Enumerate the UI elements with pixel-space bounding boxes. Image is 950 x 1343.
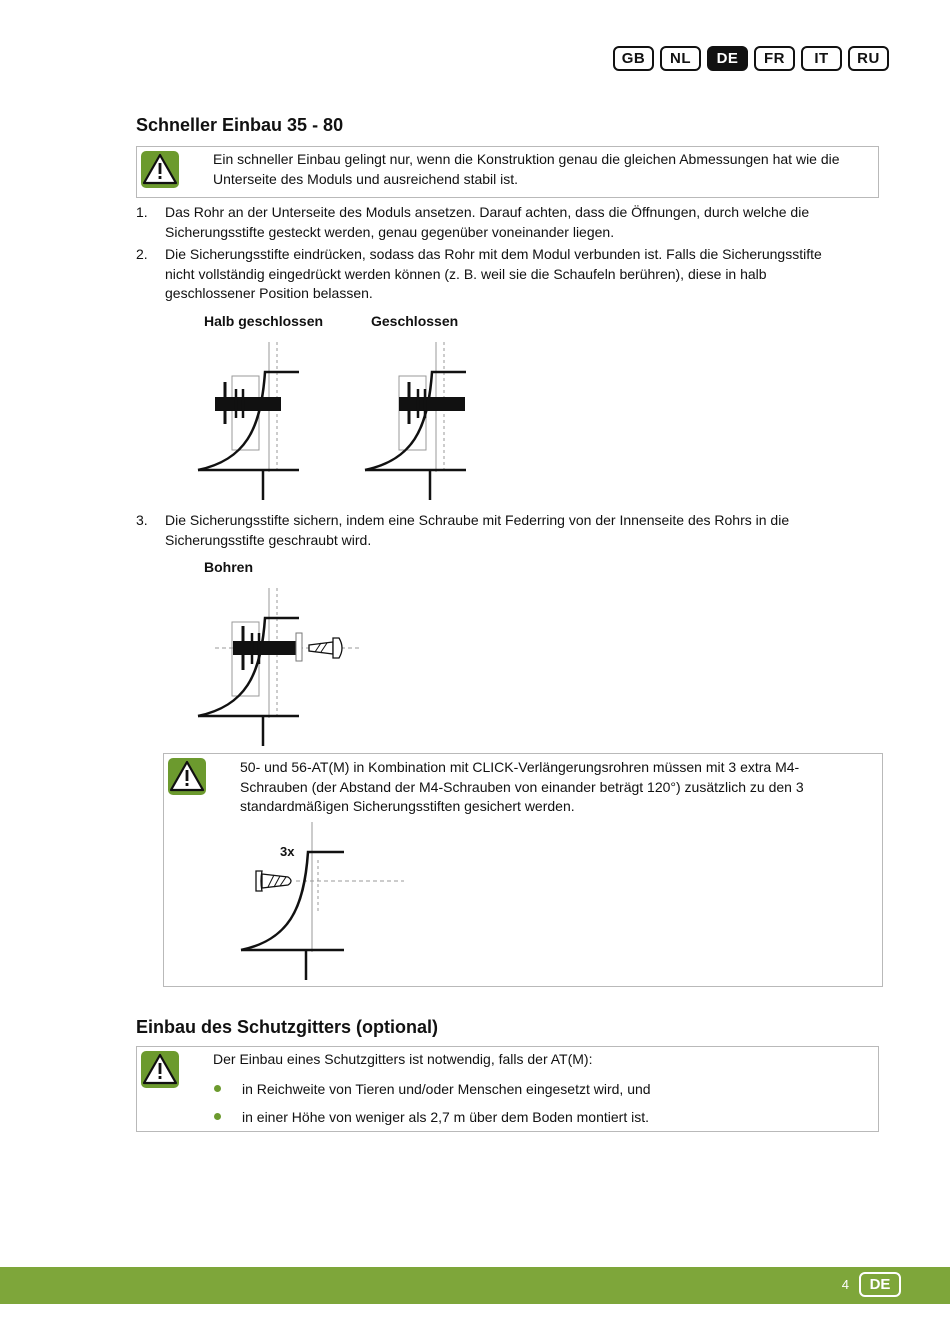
section-title-quick-install: Schneller Einbau 35 - 80 xyxy=(136,115,344,135)
step-number: 1. xyxy=(136,204,148,220)
figure-label-closed: Geschlossen xyxy=(371,313,459,329)
lang-it[interactable]: IT xyxy=(801,46,842,71)
bullet-text: in einer Höhe von weniger als 2,7 m über dem Boden montiert ist. xyxy=(242,1109,649,1125)
warning-triangle-icon xyxy=(141,151,179,188)
warning-note-quick-install xyxy=(136,146,879,198)
diagram-half-closed xyxy=(195,340,305,502)
click-note-text: 50- und 56-AT(M) in Kombination mit CLICK-Verlängerungsrohren müssen mit 3 extra M4-Schrauben (der Abstand der M4-Schrauben von einander beträgt 120°) zusätzlich zu den 3 standardmäßigen Sicherungsstiften gesichert werden. xyxy=(240,759,804,814)
figure-label-3x: 3x xyxy=(280,844,295,859)
diagram-extra-screws xyxy=(238,820,408,982)
bullet-text: in Reichweite von Tieren und/oder Menschen eingesetzt wird, und xyxy=(242,1081,651,1097)
lang-fr[interactable]: FR xyxy=(754,46,795,71)
figure-label-drill: Bohren xyxy=(204,559,253,575)
warning-triangle-icon xyxy=(141,1051,179,1088)
bullet-dot xyxy=(214,1113,221,1120)
step-text: Das Rohr an der Unterseite des Moduls ansetzen. Darauf achten, dass die Öffnungen, durch welche die Sicherungsstifte gesteckt werden, genau gegenüber voneinander liegen. xyxy=(165,204,810,240)
step-text: Die Sicherungsstifte eindrücken, sodass das Rohr mit dem Modul verbunden ist. Falls die Sicherungsstifte nicht vollständig eingedrückt werden können (z. B. weil sie die Schaufeln berühren), diese in halb geschlossener Position belassen. xyxy=(165,246,822,301)
section-title-guard: Einbau des Schutzgitters (optional) xyxy=(136,1017,439,1037)
warning-note-guard xyxy=(136,1046,879,1132)
guard-warning-text: Der Einbau eines Schutzgitters ist notwendig, falls der AT(M): xyxy=(213,1051,593,1067)
lang-nl[interactable]: NL xyxy=(660,46,701,71)
warning-triangle-icon xyxy=(168,758,206,795)
footer-language-badge: DE xyxy=(859,1272,901,1297)
warning-text: Ein schneller Einbau gelingt nur, wenn die Konstruktion genau die gleichen Abmessungen hat wie die Unterseite des Moduls und ausreichend stabil ist. xyxy=(213,151,840,187)
lang-gb[interactable]: GB xyxy=(613,46,654,71)
step-number: 2. xyxy=(136,246,148,262)
figure-label-half-closed: Halb geschlossen xyxy=(204,313,324,329)
bullet-dot xyxy=(214,1085,221,1092)
lang-de[interactable]: DE xyxy=(707,46,748,71)
step-number: 3. xyxy=(136,512,148,528)
footer-bar xyxy=(0,1267,950,1304)
page-number: 4 xyxy=(841,1277,849,1292)
diagram-closed xyxy=(362,340,472,502)
lang-ru[interactable]: RU xyxy=(848,46,889,71)
language-selector xyxy=(613,46,889,71)
step-text: Die Sicherungsstifte sichern, indem eine Schraube mit Federring von der Innenseite des Rohrs in die Sicherungsstifte geschraubt wird. xyxy=(165,512,790,548)
diagram-drill xyxy=(195,586,365,748)
